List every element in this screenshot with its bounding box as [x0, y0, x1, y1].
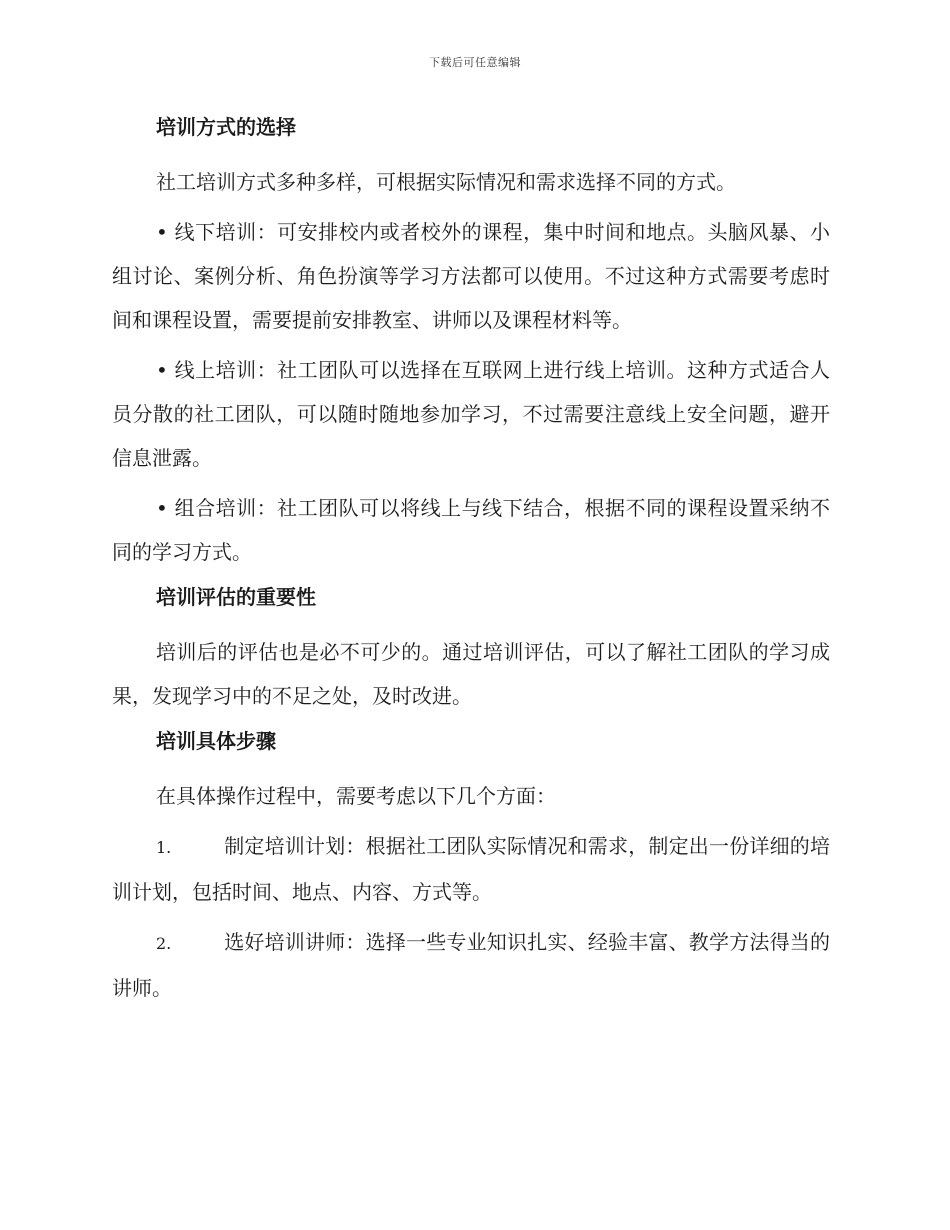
section-heading-evaluation: 培训评估的重要性 — [156, 585, 316, 609]
list-number: 1. — [156, 838, 172, 857]
section-heading-training-methods: 培训方式的选择 — [156, 115, 296, 139]
bullet-online-training: • 线上培训：社工团队可以选择在互联网上进行线上培训。这种方式适合人员分散的社工团队，可以随时随地参加学习，不过需要注意线上安全问题，避开信息泄露。 — [112, 358, 830, 470]
document-body — [112, 110, 830, 1016]
bullet-combined-training: • 组合培训：社工团队可以将线上与线下结合，根据不同的课程设置采纳不同的学习方式。 — [112, 496, 830, 564]
list-item — [112, 824, 830, 914]
list-item — [112, 920, 830, 1010]
list-text: 制定培训计划：根据社工团队实际情况和需求，制定出一份详细的培训计划，包括时间、地点、内容、方式等。 — [112, 834, 830, 904]
section-heading-steps: 培训具体步骤 — [156, 729, 276, 753]
bullet-offline-training: • 线下培训：可安排校内或者校外的课程，集中时间和地点。头脑风暴、小组讨论、案例分析、角色扮演等学习方法都可以使用。不过这种方式需要考虑时间和课程设置，需要提前安排教室、讲师以及课程材料等。 — [112, 220, 830, 332]
paragraph-evaluation: 培训后的评估也是必不可少的。通过培训评估，可以了解社工团队的学习成果，发现学习中的不足之处，及时改进。 — [112, 640, 830, 708]
list-number: 2. — [156, 934, 172, 953]
paragraph-steps-intro: 在具体操作过程中，需要考虑以下几个方面： — [156, 784, 556, 808]
header-note: 下载后可任意编辑 — [429, 56, 521, 69]
list-text: 选好培训讲师：选择一些专业知识扎实、经验丰富、教学方法得当的讲师。 — [112, 930, 830, 1000]
paragraph-intro: 社工培训方式多种多样，可根据实际情况和需求选择不同的方式。 — [156, 170, 736, 194]
